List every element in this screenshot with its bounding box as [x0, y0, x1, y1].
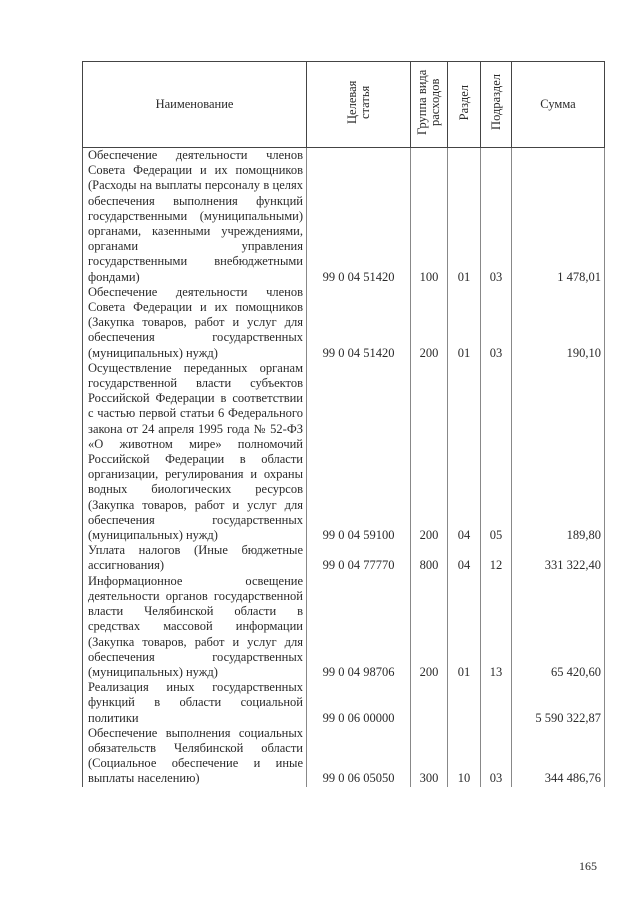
table-row [83, 285, 605, 361]
row-subsection: 03 [481, 285, 512, 361]
row-section: 01 [448, 148, 481, 285]
header-section-label: Раздел [456, 84, 471, 121]
row-section: 04 [448, 543, 481, 573]
row-subsection: 13 [481, 574, 512, 680]
table-row [83, 361, 605, 543]
header-sum: Сумма [512, 62, 605, 148]
row-sum: 344 486,76 [512, 726, 605, 787]
header-target-label: Целевая статья [344, 80, 372, 125]
row-group: 300 [411, 726, 448, 787]
row-section: 04 [448, 361, 481, 543]
row-group: 800 [411, 543, 448, 573]
table-row [83, 726, 605, 787]
row-name: Реализация иных государственных функций в области социальной политики [83, 680, 307, 726]
row-name: Обеспечение деятельности членов Совета Федерации и их помощников (Расходы на выплаты персоналу в целях обеспечения выполнения функций государственными (муниципальными) органами, казенными учреждениями, органами управления государственными внебюджетными фондами) [83, 148, 307, 285]
page-number: 165 [579, 859, 597, 873]
row-name: Обеспечение выполнения социальных обязательств Челябинской области (Социальное обеспечение и иные выплаты населению) [83, 726, 307, 787]
row-section [448, 680, 481, 726]
table-row [83, 574, 605, 680]
header-section [448, 62, 481, 148]
row-sum: 190,10 [512, 285, 605, 361]
budget-table [82, 61, 605, 787]
row-name: Осуществление переданных органам государственной власти субъектов Российской Федерации в соответствии с частью первой статьи 6 Федерального закона от 24 апреля 1995 года № 52-ФЗ «О животном мире» полномочий Российской Федерации в области организации, регулирования и охраны водных биологических ресурсов (Закупка товаров, работ и услуг для обеспечения государственных (муниципальных) нужд) [83, 361, 307, 543]
row-group [411, 680, 448, 726]
header-subsection-label: Подраздел [488, 74, 503, 131]
row-group: 100 [411, 148, 448, 285]
row-group: 200 [411, 361, 448, 543]
row-sum: 65 420,60 [512, 574, 605, 680]
table-row [83, 543, 605, 573]
row-subsection [481, 680, 512, 726]
row-target: 99 0 04 98706 [307, 574, 411, 680]
row-group: 200 [411, 574, 448, 680]
row-subsection: 05 [481, 361, 512, 543]
row-subsection: 03 [481, 148, 512, 285]
row-target: 99 0 04 51420 [307, 285, 411, 361]
row-sum: 1 478,01 [512, 148, 605, 285]
row-target: 99 0 04 59100 [307, 361, 411, 543]
table-row [83, 148, 605, 285]
table-header-row [83, 62, 605, 148]
row-target: 99 0 06 00000 [307, 680, 411, 726]
row-target: 99 0 06 05050 [307, 726, 411, 787]
row-target: 99 0 04 51420 [307, 148, 411, 285]
row-subsection: 12 [481, 543, 512, 573]
row-name: Обеспечение деятельности членов Совета Федерации и их помощников (Закупка товаров, работ и услуг для обеспечения государственных (муниципальных) нужд) [83, 285, 307, 361]
row-group: 200 [411, 285, 448, 361]
row-section: 01 [448, 285, 481, 361]
row-sum: 189,80 [512, 361, 605, 543]
row-name: Уплата налогов (Иные бюджетные ассигнования) [83, 543, 307, 573]
header-expense-group [411, 62, 448, 148]
row-target: 99 0 04 77770 [307, 543, 411, 573]
row-subsection: 03 [481, 726, 512, 787]
row-sum: 5 590 322,87 [512, 680, 605, 726]
row-section: 10 [448, 726, 481, 787]
header-subsection [481, 62, 512, 148]
header-target-article [307, 62, 411, 148]
table-row [83, 680, 605, 726]
row-name: Информационное освещение деятельности органов государственной власти Челябинской области в средствах массовой информации (Закупка товаров, работ и услуг для обеспечения государственных (муниципальных) нужд) [83, 574, 307, 680]
header-group-label: Группа вида расходов [415, 69, 442, 136]
row-section: 01 [448, 574, 481, 680]
row-sum: 331 322,40 [512, 543, 605, 573]
header-name: Наименование [83, 62, 307, 148]
